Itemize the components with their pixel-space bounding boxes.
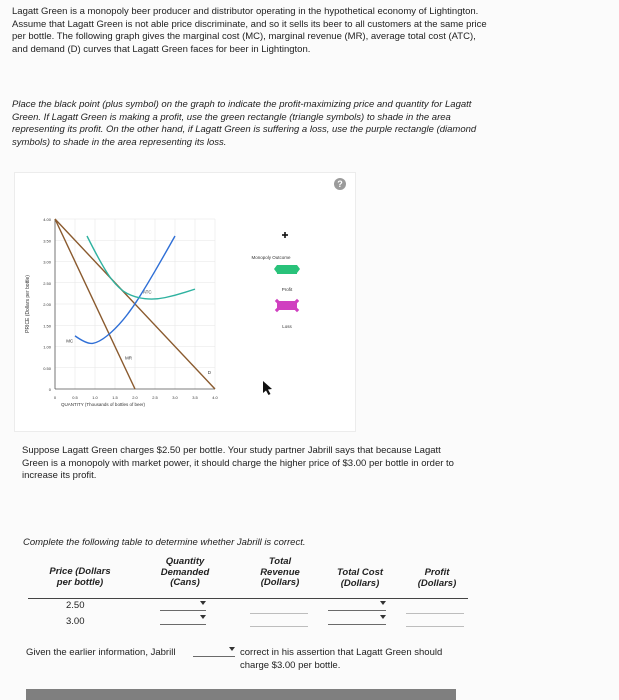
mc-curve-label: MC [66, 338, 74, 344]
cropped-text-strip [26, 689, 456, 700]
y-tick-label: 2.00 [43, 302, 51, 307]
y-tick-label: 0.50 [43, 365, 51, 371]
chevron-down-icon [200, 615, 206, 619]
row2-revenue-input[interactable] [250, 614, 308, 627]
plus-symbol-tool[interactable] [282, 232, 288, 238]
table-header-rule [28, 598, 468, 599]
header-price: Price (Dollars per bottle) [49, 566, 111, 588]
header-cost: Total Cost (Dollars) [336, 567, 384, 589]
row2-quantity-dropdown[interactable] [160, 612, 206, 625]
y-tick-label: 3.50 [43, 238, 51, 244]
chevron-down-icon [380, 615, 386, 619]
chevron-down-icon [200, 601, 206, 605]
x-tick-label: 1.0 [92, 395, 98, 400]
conclusion-text-before: Given the earlier information, Jabrill [26, 647, 176, 658]
y-tick-label: 2.50 [43, 280, 51, 286]
x-tick-label: 3.5 [192, 395, 198, 400]
chevron-down-icon [229, 647, 235, 651]
x-axis-label: QUANTITY (Thousands of bottles of beer) [61, 402, 145, 407]
header-profit: Profit (Dollars) [417, 567, 457, 589]
atc-curve-label: ATC [143, 289, 152, 295]
monopoly-outcome-label: Monopoly Outcome [251, 255, 291, 260]
scenario-paragraph: Suppose Lagatt Green charges $2.50 per bottle. Your study partner Jabrill says that because Lagatt Green is a monopoly with market power, it should charge the higher price of $3.00 per bottle in order to increase its profit. [22, 445, 454, 482]
row1-cost-dropdown[interactable] [328, 598, 386, 611]
instructions-paragraph: Place the black point (plus symbol) on the graph to indicate the profit-maximizing price and quantity for Lagatt Green. If Lagatt Green is making a profit, use the green rectangle (triangle symbols) to shade in the area representing its profit. On the other hand, if Lagatt Green is suffering a loss, use the purple rectangle (diamond symbols) to shade in the area representing its loss. [12, 99, 477, 148]
x-tick-label: 0.5 [72, 395, 78, 400]
row2-cost-dropdown[interactable] [328, 612, 386, 625]
y-tick-label: 1.00 [43, 344, 51, 350]
help-icon[interactable]: ? [334, 178, 346, 190]
conclusion-text-after: correct in his assertion that Lagatt Green should charge $3.00 per bottle. [240, 647, 443, 671]
profit-rectangle-tool[interactable] [277, 265, 297, 274]
x-tick-label: 1.5 [112, 395, 118, 400]
chevron-down-icon [380, 601, 386, 605]
loss-rectangle-tool[interactable] [277, 301, 297, 310]
series-atc-curve [87, 236, 195, 299]
intro-paragraph: Lagatt Green is a monopoly beer producer and distributor operating in the hypothetical economy of Lightington. Assume that Lagatt Green is not able price discriminate, and so it sells its beer to all customers at the same price per bottle. The following graph gives the marginal cost (MC), marginal revenue (MR), average total cost (ATC), and demand (D) curves that Lagatt Green faces for beer in Lightington. [12, 6, 487, 55]
header-quantity: Quantity Demanded (Cans) [160, 556, 210, 589]
jabrill-correct-dropdown[interactable] [193, 644, 235, 657]
x-tick-label: 3.0 [172, 395, 178, 400]
profit-label: Profit [281, 287, 293, 292]
y-tick-label: 3.00 [43, 259, 51, 265]
row2-price: 3.00 [66, 616, 85, 627]
row1-profit-input[interactable] [406, 601, 464, 614]
mr-curve-label: MR [125, 355, 132, 361]
x-tick-label: 0 [53, 395, 57, 400]
row1-price: 2.50 [66, 600, 85, 611]
x-tick-label: 2.0 [132, 395, 138, 400]
row1-quantity-dropdown[interactable] [160, 598, 206, 611]
cursor-pointer-icon [263, 381, 272, 395]
table-instructions: Complete the following table to determine whether Jabrill is correct. [23, 537, 306, 548]
y-tick-label: 1.50 [43, 323, 51, 329]
header-revenue: Total Revenue (Dollars) [260, 556, 300, 589]
graph-panel[interactable] [14, 172, 356, 432]
x-tick-label: 2.5 [152, 395, 158, 400]
demand-curve-label: D [207, 370, 212, 376]
x-tick-label: 4.0 [212, 395, 218, 400]
y-tick-label: 0 [48, 387, 51, 392]
row1-revenue-input[interactable] [250, 601, 308, 614]
row2-profit-input[interactable] [406, 614, 464, 627]
monopoly-graph[interactable] [15, 173, 355, 431]
loss-label: Loss [282, 324, 292, 329]
series-mc-curve [75, 236, 175, 343]
y-tick-label: 4.00 [43, 217, 51, 222]
y-axis-label: PRICE (Dollars per bottle) [25, 275, 31, 333]
